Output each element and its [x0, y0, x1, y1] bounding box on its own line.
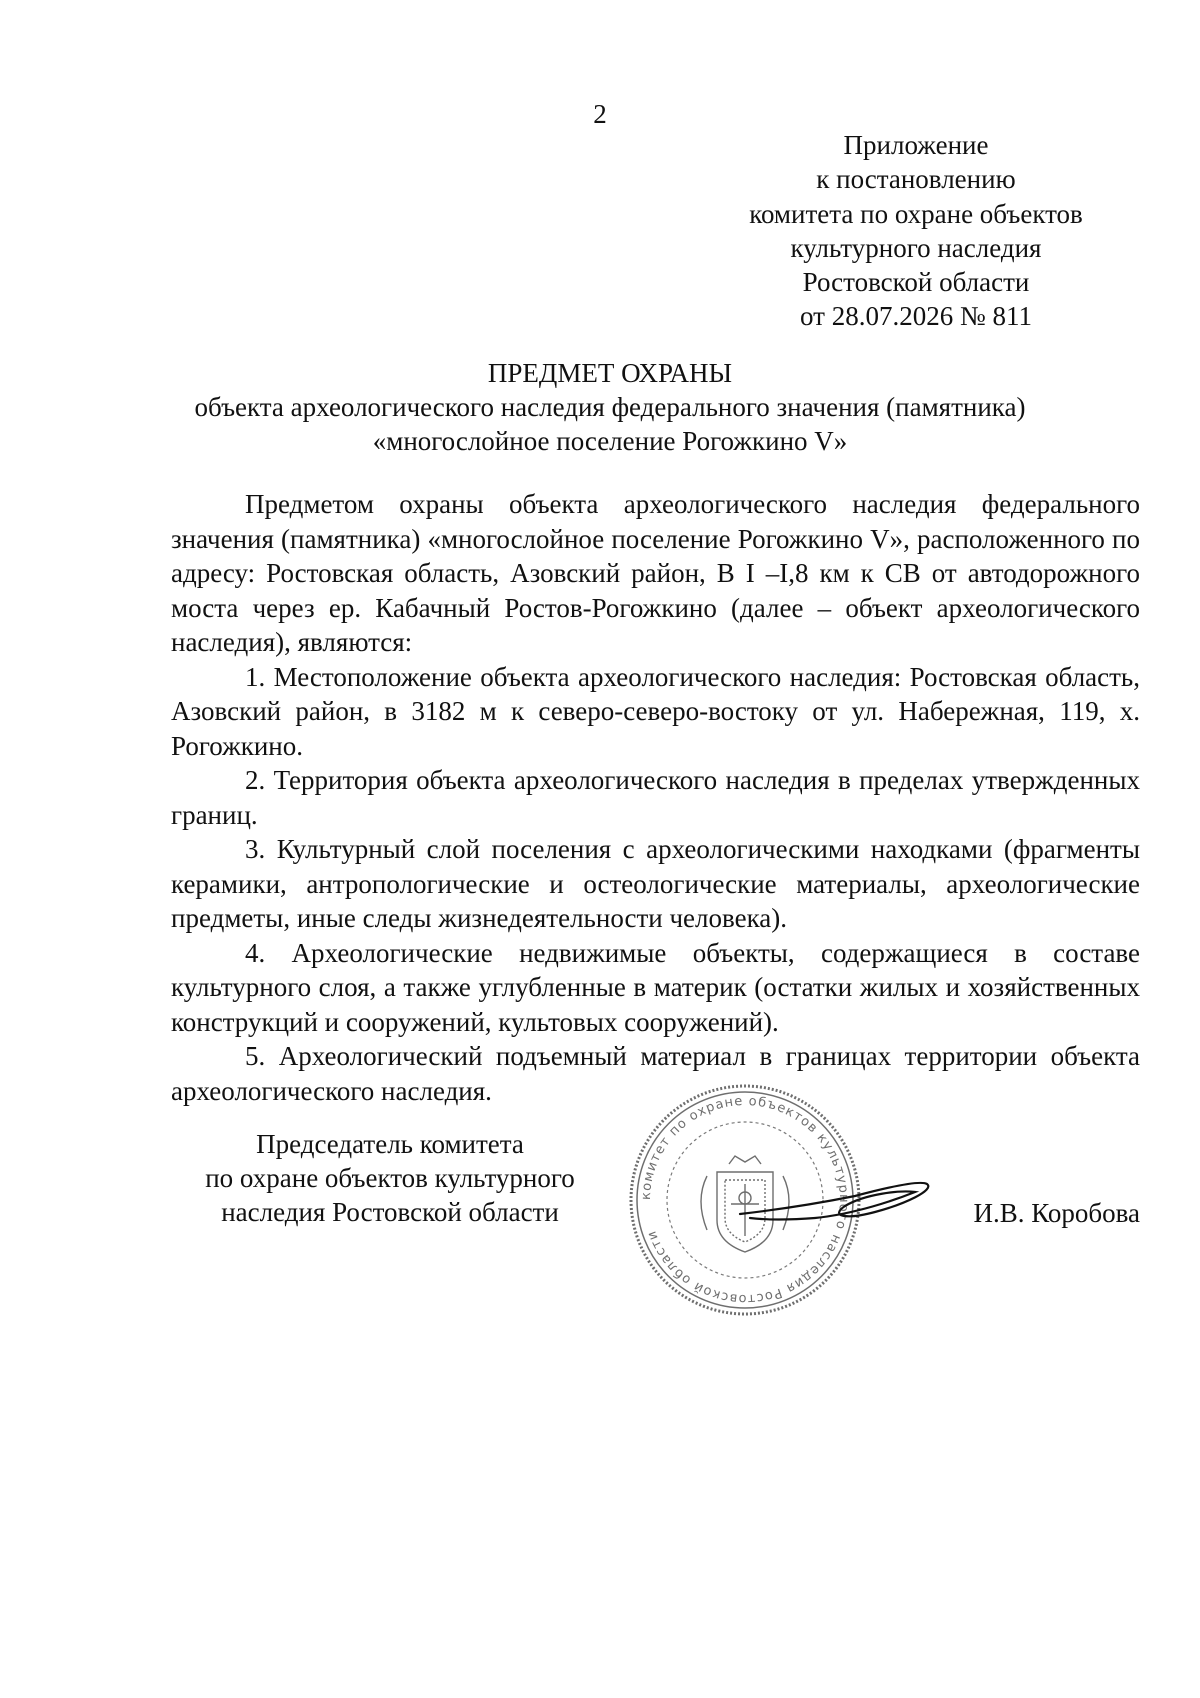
document-heading: ПРЕДМЕТ ОХРАНЫ [487, 358, 733, 388]
seal-text: комитет по охране объектов культурного наследия Ростовской области [638, 1093, 852, 1307]
list-item-5: 5. Археологический подъемный материал в границах территории объекта археологического наследия. [171, 1041, 1140, 1106]
signatory-position-line: Председатель комитета [256, 1129, 524, 1159]
appendix-date-line: от 28.07.2026 № 811 [800, 301, 1032, 332]
appendix-line: культурного наследия [790, 232, 1042, 263]
appendix-header [730, 128, 1102, 334]
signatory-position-line: наследия Ростовской области [221, 1197, 559, 1227]
appendix-line: Приложение [843, 130, 989, 160]
signature-graphic [735, 1170, 935, 1230]
appendix-line: к постановлению [816, 164, 1016, 195]
signatory-position [170, 1127, 610, 1229]
signatory-name: И.В. Коробова [973, 1198, 1140, 1228]
page-number: 2 [593, 99, 607, 129]
appendix-line: комитета по охране объектов [749, 198, 1083, 229]
document-subtitle-object-name: «многослойное поселение Рогожкино V» [372, 426, 848, 456]
appendix-line: Ростовской области [802, 267, 1030, 298]
list-item-1: 1. Местоположение объекта археологического наследия: Ростовская область, Азовский район, в 3182 м к северо-северо-востоку от ул. Набережная, 119, х. Рогожкино. [171, 661, 1140, 761]
signatory-position-line: по охране объектов культурного [205, 1163, 575, 1193]
list-item-3: 3. Культурный слой поселения с археологическими находками (фрагменты керамики, антропологические и остеологические материалы, археологические предметы, иные следы жизнедеятельности человека). [171, 834, 1140, 933]
handwritten-signature [735, 1170, 935, 1230]
document-title-block [120, 356, 1100, 458]
document-subtitle: объекта археологического наследия федерального значения (памятника) [194, 392, 1026, 422]
document-body [171, 487, 1140, 1108]
intro-paragraph: Предметом охраны объекта археологического наследия федерального значения (памятника) «многослойное поселение Рогожкино V», расположенного по адресу: Ростовская область, Азовский район, В I –I,8 км к СВ от автодорожного моста через ер. Кабачный Ростов-Рогожкино (далее – объект археологического наследия), являются: [171, 489, 1140, 657]
list-item-4: 4. Археологические недвижимые объекты, содержащиеся в составе культурного слоя, а также углубленные в материк (остатки жилых и хозяйственных конструкций и сооружений, культовых сооружений). [171, 937, 1140, 1037]
list-item-2: 2. Территория объекта археологического наследия в пределах утвержденных границ. [171, 765, 1140, 830]
